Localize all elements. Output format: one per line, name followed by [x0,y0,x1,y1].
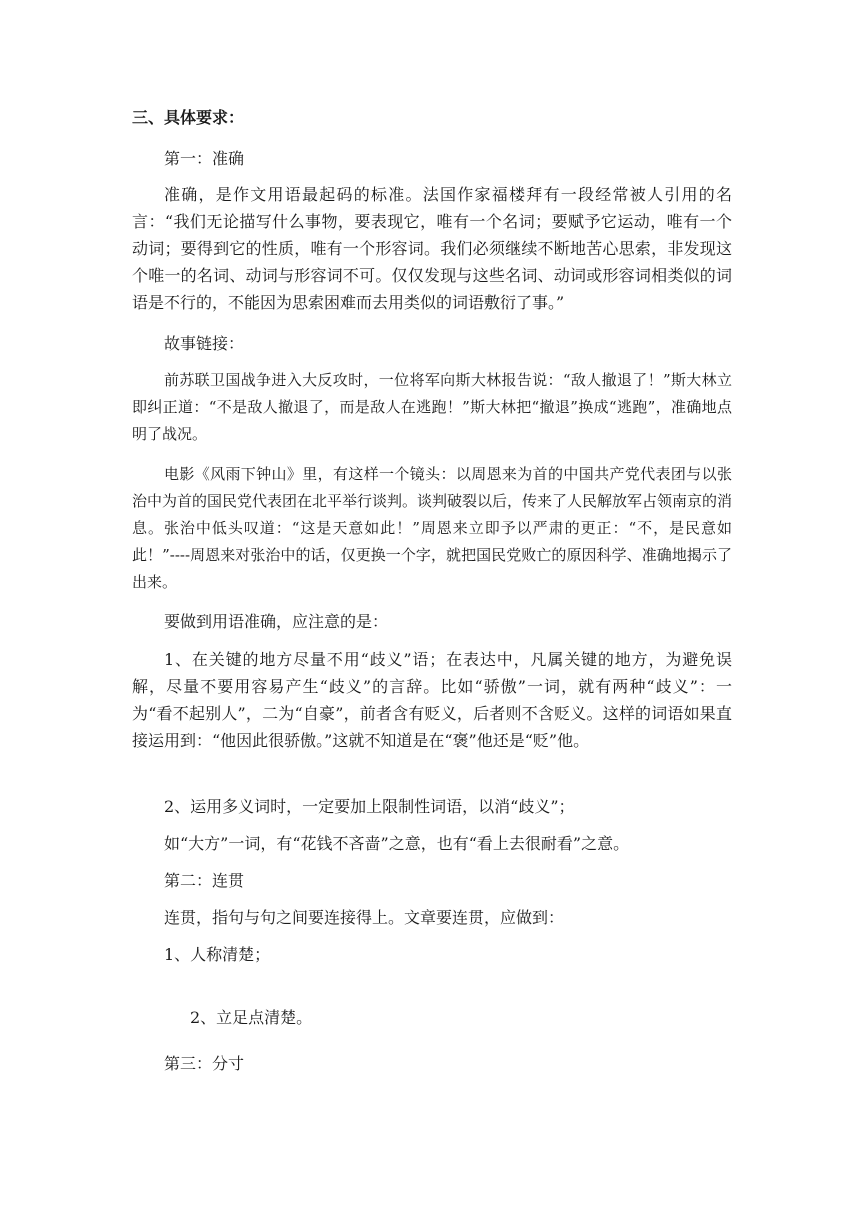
subsection-title-accuracy: 第一：准确 [164,149,245,168]
paragraph-story-film: 电影《风雨下钟山》里，有这样一个镜头：以周恩来为首的中国共产党代表团与以张治中为首的国民党代表团在北平举行谈判。谈判破裂以后，传来了人民解放军占领南京的消息。张治中低头叹道：“这是天意如此！”周恩来立即予以严肃的更正：“不，是民意如此！”----周恩来对张治中的话，仅更换一个字，就把国民党败亡的原因科学、准确地揭示了出来。 [132,465,733,591]
subsection-title-measure: 第三：分寸 [164,1054,245,1073]
paragraph-note-intro: 要做到用语准确，应注意的是： [164,612,389,631]
paragraph-point-2: 2、运用多义词时，一定要加上限制性词语，以消“歧义”； [164,797,575,816]
coherence-item-2: 2、立足点清楚。 [190,1008,313,1027]
paragraph-point-1: 1、在关键的地方尽量不用“歧义”语；在表达中，凡属关键的地方，为避免误解，尽量不要用容易产生“歧义”的言辞。比如“骄傲”一词，就有两种“歧义”：一为“看不起别人”，二为“自豪”，前者含有贬义，后者则不含贬义。这样的词语如果直接运用到：“他因此很骄傲。”这就不知道是在“褒”他还是“贬”他。 [132,650,732,750]
coherence-item-1: 1、人称清楚； [164,945,271,964]
section-heading: 三、具体要求： [132,108,245,127]
subsection-title-coherence: 第二：连贯 [164,871,245,890]
paragraph-story-stalin: 前苏联卫国战争进入大反攻时，一位将军向斯大林报告说：“敌人撤退了！”斯大林立即纠正道：“不是敌人撤退了，而是敌人在逃跑！”斯大林把“撤退”换成“逃跑”，准确地点明了战况。 [132,371,732,443]
paragraph-example: 如“大方”一词，有“花钱不吝啬”之意，也有“看上去很耐看”之意。 [164,834,630,853]
story-label: 故事链接： [164,334,245,353]
paragraph-intro: 准确，是作文用语最起码的标准。法国作家福楼拜有一段经常被人引用的名言：“我们无论描写什么事物，要表现它，唯有一个名词；要赋予它运动，唯有一个动词；要得到它的性质，唯有一个形容词。我们必须继续不断地苦心思索，非发现这个唯一的名词、动词与形容词不可。仅仅发现与这些名词、动词或形容词相类似的词语是不行的，不能因为思索困难而去用类似的词语敷衍了事。” [132,185,732,312]
paragraph-coherence: 连贯，指句与句之间要连接得上。文章要连贯，应做到： [164,908,565,927]
